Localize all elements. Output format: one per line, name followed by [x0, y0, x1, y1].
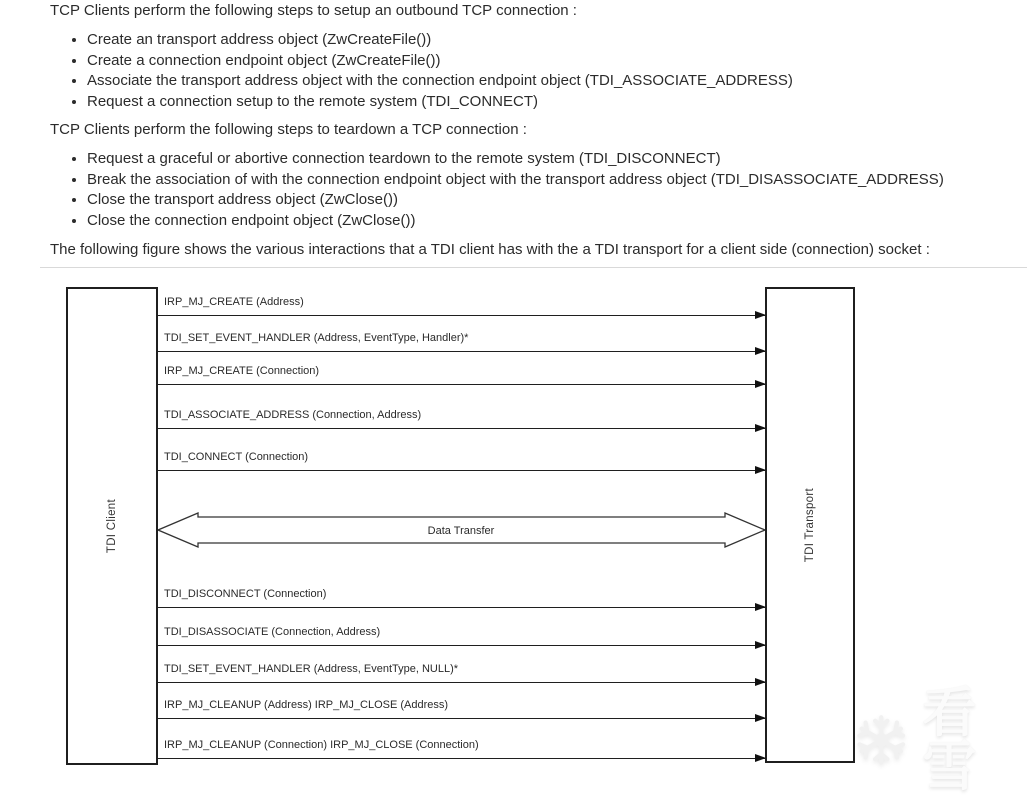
- message-label: IRP_MJ_CREATE (Connection): [164, 365, 765, 379]
- arrowhead-right-icon: [755, 466, 766, 474]
- message-arrow-line: [158, 315, 765, 316]
- tdi-transport-box: [765, 287, 855, 763]
- horizontal-rule: [40, 267, 1027, 268]
- message-arrow-line: [158, 645, 765, 646]
- message-arrow-line: [158, 428, 765, 429]
- data-transfer-double-arrow: [158, 512, 765, 548]
- list-item: • Request a graceful or abortive connection teardown to the remote system (TDI_DISCONNECT): [87, 149, 1027, 170]
- message-arrow-row: [158, 699, 765, 719]
- list-item: • Request a connection setup to the remote system (TDI_CONNECT): [87, 92, 1027, 113]
- message-arrow-line: [158, 758, 765, 759]
- arrowhead-right-icon: [755, 603, 766, 611]
- list-item: • Create a connection endpoint object (ZwCreateFile()): [87, 51, 1027, 72]
- tdi-sequence-diagram: [50, 287, 1027, 767]
- tdi-transport-label: TDI Transport: [804, 488, 816, 562]
- figure-caption: The following figure shows the various interactions that a TDI client has with the a TDI transport for a client side (connection) socket :: [50, 240, 1027, 259]
- data-transfer-label: Data Transfer: [428, 525, 495, 537]
- arrowhead-right-icon: [755, 678, 766, 686]
- message-label: TDI_DISCONNECT (Connection): [164, 588, 765, 602]
- message-label: TDI_SET_EVENT_HANDLER (Address, EventType, Handler)*: [164, 332, 765, 346]
- arrowhead-right-icon: [755, 641, 766, 649]
- message-arrow-row: [158, 409, 765, 429]
- message-arrow-line: [158, 470, 765, 471]
- message-arrow-row: [158, 365, 765, 385]
- list-item: • Associate the transport address object with the connection endpoint object (TDI_ASSOCIATE_ADDRESS): [87, 71, 1027, 92]
- message-arrow-row: [158, 663, 765, 683]
- arrowhead-right-icon: [755, 347, 766, 355]
- tdi-client-box: [66, 287, 158, 765]
- message-label: TDI_CONNECT (Connection): [164, 451, 765, 465]
- setup-intro-paragraph: TCP Clients perform the following steps to setup an outbound TCP connection :: [50, 1, 1027, 20]
- message-arrow-line: [158, 607, 765, 608]
- message-arrow-row: [158, 451, 765, 471]
- teardown-intro-paragraph: TCP Clients perform the following steps to teardown a TCP connection :: [50, 120, 1027, 139]
- message-arrow-row: [158, 626, 765, 646]
- teardown-steps-list: [50, 149, 1027, 231]
- tdi-client-label: TDI Client: [106, 499, 118, 553]
- list-item: • Close the connection endpoint object (ZwClose()): [87, 211, 1027, 232]
- message-label: TDI_ASSOCIATE_ADDRESS (Connection, Address): [164, 409, 765, 423]
- message-label: TDI_DISASSOCIATE (Connection, Address): [164, 626, 765, 640]
- message-label: IRP_MJ_CREATE (Address): [164, 296, 765, 310]
- arrowhead-right-icon: [755, 311, 766, 319]
- message-arrow-line: [158, 384, 765, 385]
- message-arrow-row: [158, 332, 765, 352]
- arrowhead-right-icon: [755, 754, 766, 762]
- message-label: IRP_MJ_CLEANUP (Address) IRP_MJ_CLOSE (Address): [164, 699, 765, 713]
- list-item: • Close the transport address object (ZwClose()): [87, 190, 1027, 211]
- arrowhead-right-icon: [755, 424, 766, 432]
- arrowhead-right-icon: [755, 380, 766, 388]
- setup-steps-list: [50, 30, 1027, 112]
- message-arrow-line: [158, 351, 765, 352]
- message-arrow-line: [158, 682, 765, 683]
- message-arrow-row: [158, 588, 765, 608]
- message-label: IRP_MJ_CLEANUP (Connection) IRP_MJ_CLOSE (Connection): [164, 739, 765, 753]
- list-item: • Break the association of with the connection endpoint object with the transport address object (TDI_DISASSOCIATE_ADDRESS): [87, 170, 1027, 191]
- message-label: TDI_SET_EVENT_HANDLER (Address, EventType, NULL)*: [164, 663, 765, 677]
- list-item: • Create an transport address object (ZwCreateFile()): [87, 30, 1027, 51]
- message-arrow-row: [158, 739, 765, 759]
- message-arrow-row: [158, 296, 765, 316]
- message-arrow-line: [158, 718, 765, 719]
- watermark-brand-text: 看雪: [923, 686, 1027, 794]
- arrowhead-right-icon: [755, 714, 766, 722]
